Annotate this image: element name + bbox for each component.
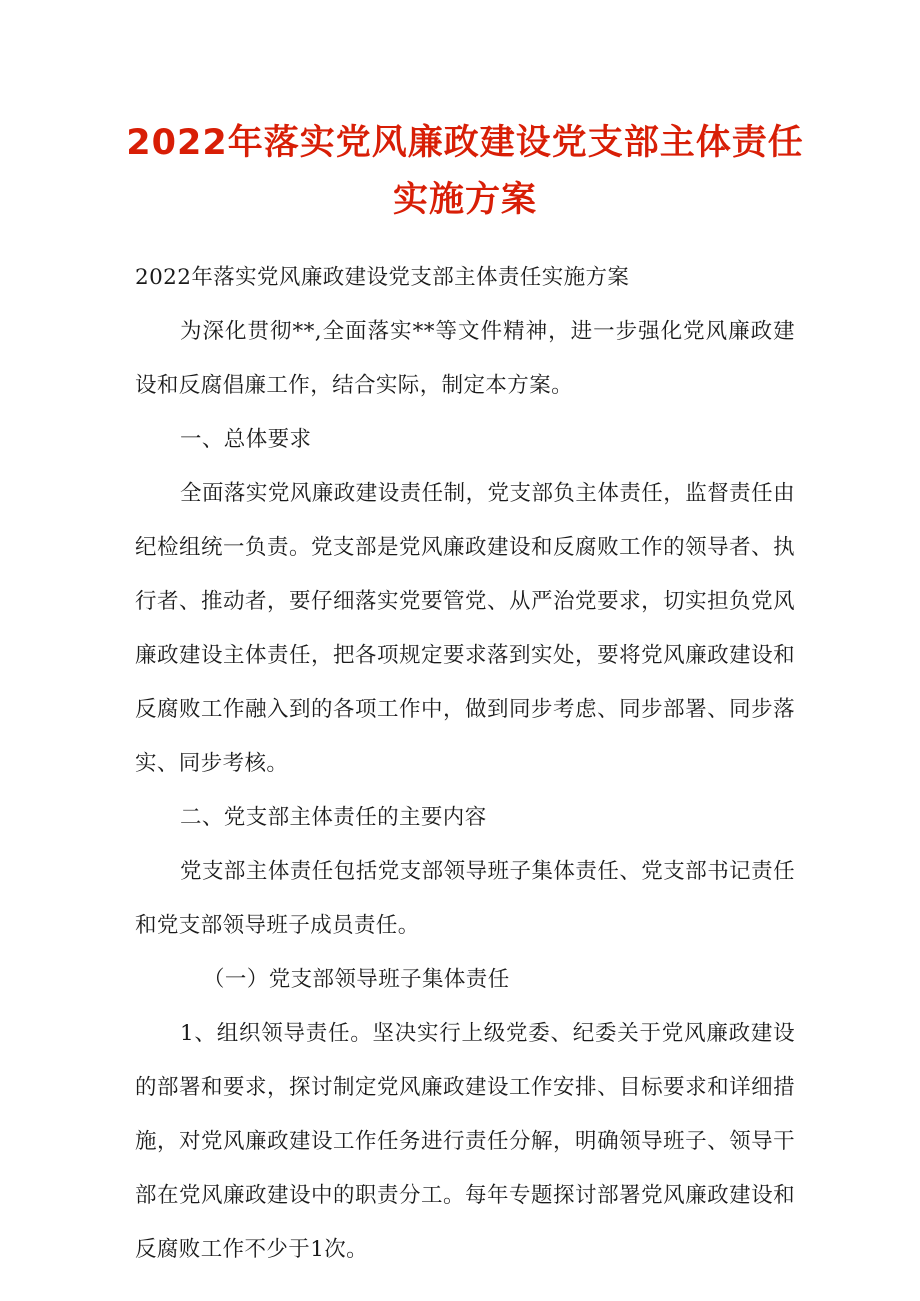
- document-title: [125, 115, 805, 229]
- intro-paragraph: 为深化贯彻**,全面落实**等文件精神，进一步强化党风廉政建设和反腐倡廉工作，结合实际，制定本方案。: [135, 319, 795, 398]
- section-2-body: 党支部主体责任包括党支部领导班子集体责任、党支部书记责任和党支部领导班子成员责任。: [135, 859, 795, 938]
- section-2-heading: 二、党支部主体责任的主要内容: [180, 805, 487, 830]
- section-1-heading: 一、总体要求: [180, 427, 312, 452]
- title-line-1: 2022年落实党风廉政建设党支部主体责任: [126, 123, 804, 163]
- subsection-1-heading: （一）党支部领导班子集体责任: [203, 967, 510, 992]
- item-1-paragraph: 1、组织领导责任。坚决实行上级党委、纪委关于党风廉政建设的部署和要求，探讨制定党风廉政建设工作安排、目标要求和详细措施，对党风廉政建设工作任务进行责任分解，明确领导班子、领导干部在党风廉政建设中的职责分工。每年专题探讨部署党风廉政建设和反腐败工作不少于1次。: [135, 1021, 795, 1262]
- document-subtitle: 2022年落实党风廉政建设党支部主体责任实施方案: [135, 265, 630, 290]
- section-1-body: 全面落实党风廉政建设责任制，党支部负主体责任，监督责任由纪检组统一负责。党支部是党风廉政建设和反腐败工作的领导者、执行者、推动者，要仔细落实党要管党、从严治党要求，切实担负党风廉政建设主体责任，把各项规定要求落到实处，要将党风廉政建设和反腐败工作融入到的各项工作中，做到同步考虑、同步部署、同步落实、同步考核。: [135, 481, 795, 776]
- title-line-2: 实施方案: [392, 180, 537, 220]
